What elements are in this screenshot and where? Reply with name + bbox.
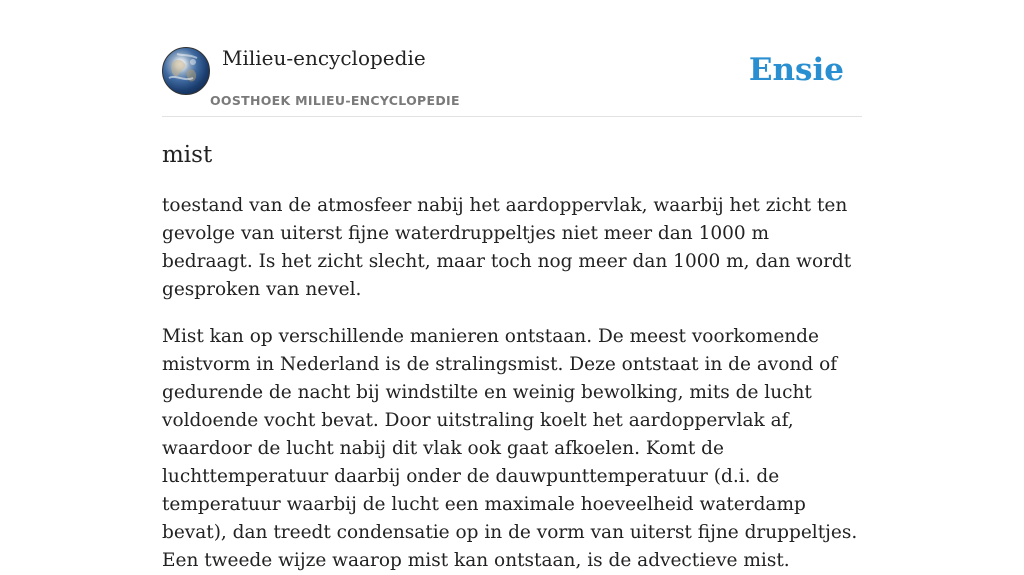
article	[162, 140, 862, 575]
article-paragraph: toestand van de atmosfeer nabij het aardoppervlak, waarbij het zicht ten gevolge van uiterst fijne waterdruppeltjes niet meer dan 1000 m bedraagt. Is het zicht slecht, maar toch nog meer dan 1000 m, dan wordt gesproken van nevel.	[162, 195, 852, 300]
site-header	[162, 40, 862, 117]
article-paragraph: Mist kan op verschillende manieren ontstaan. De meest voorkomende mistvorm in Nederland is de stralingsmist. Deze ontstaat in de avond of gedurende de nacht bij windstilte en weinig bewolking, mits de lucht voldoende vocht bevat. Door uitstraling koelt het aardoppervlak af, waardoor de lucht nabij dit vlak ook gaat afkoelen. Komt de luchttemperatuur daarbij onder de dauwpunttemperatuur (d.i. de temperatuur waarbij de lucht een maximale hoeveelheid waterdamp bevat), dan treedt condensatie op in de vorm van uiterst fijne druppeltjes. Een tweede wijze waarop mist kan ontstaan, is de advectieve mist.	[162, 326, 858, 571]
site-title[interactable]: Milieu-encyclopedie	[222, 46, 426, 70]
earth-globe-icon[interactable]	[162, 47, 210, 95]
site-subtitle[interactable]: OOSTHOEK MILIEU-ENCYCLOPEDIE	[210, 93, 460, 108]
ensie-logo-link[interactable]: Ensie	[748, 52, 844, 88]
article-term: mist	[162, 142, 213, 168]
